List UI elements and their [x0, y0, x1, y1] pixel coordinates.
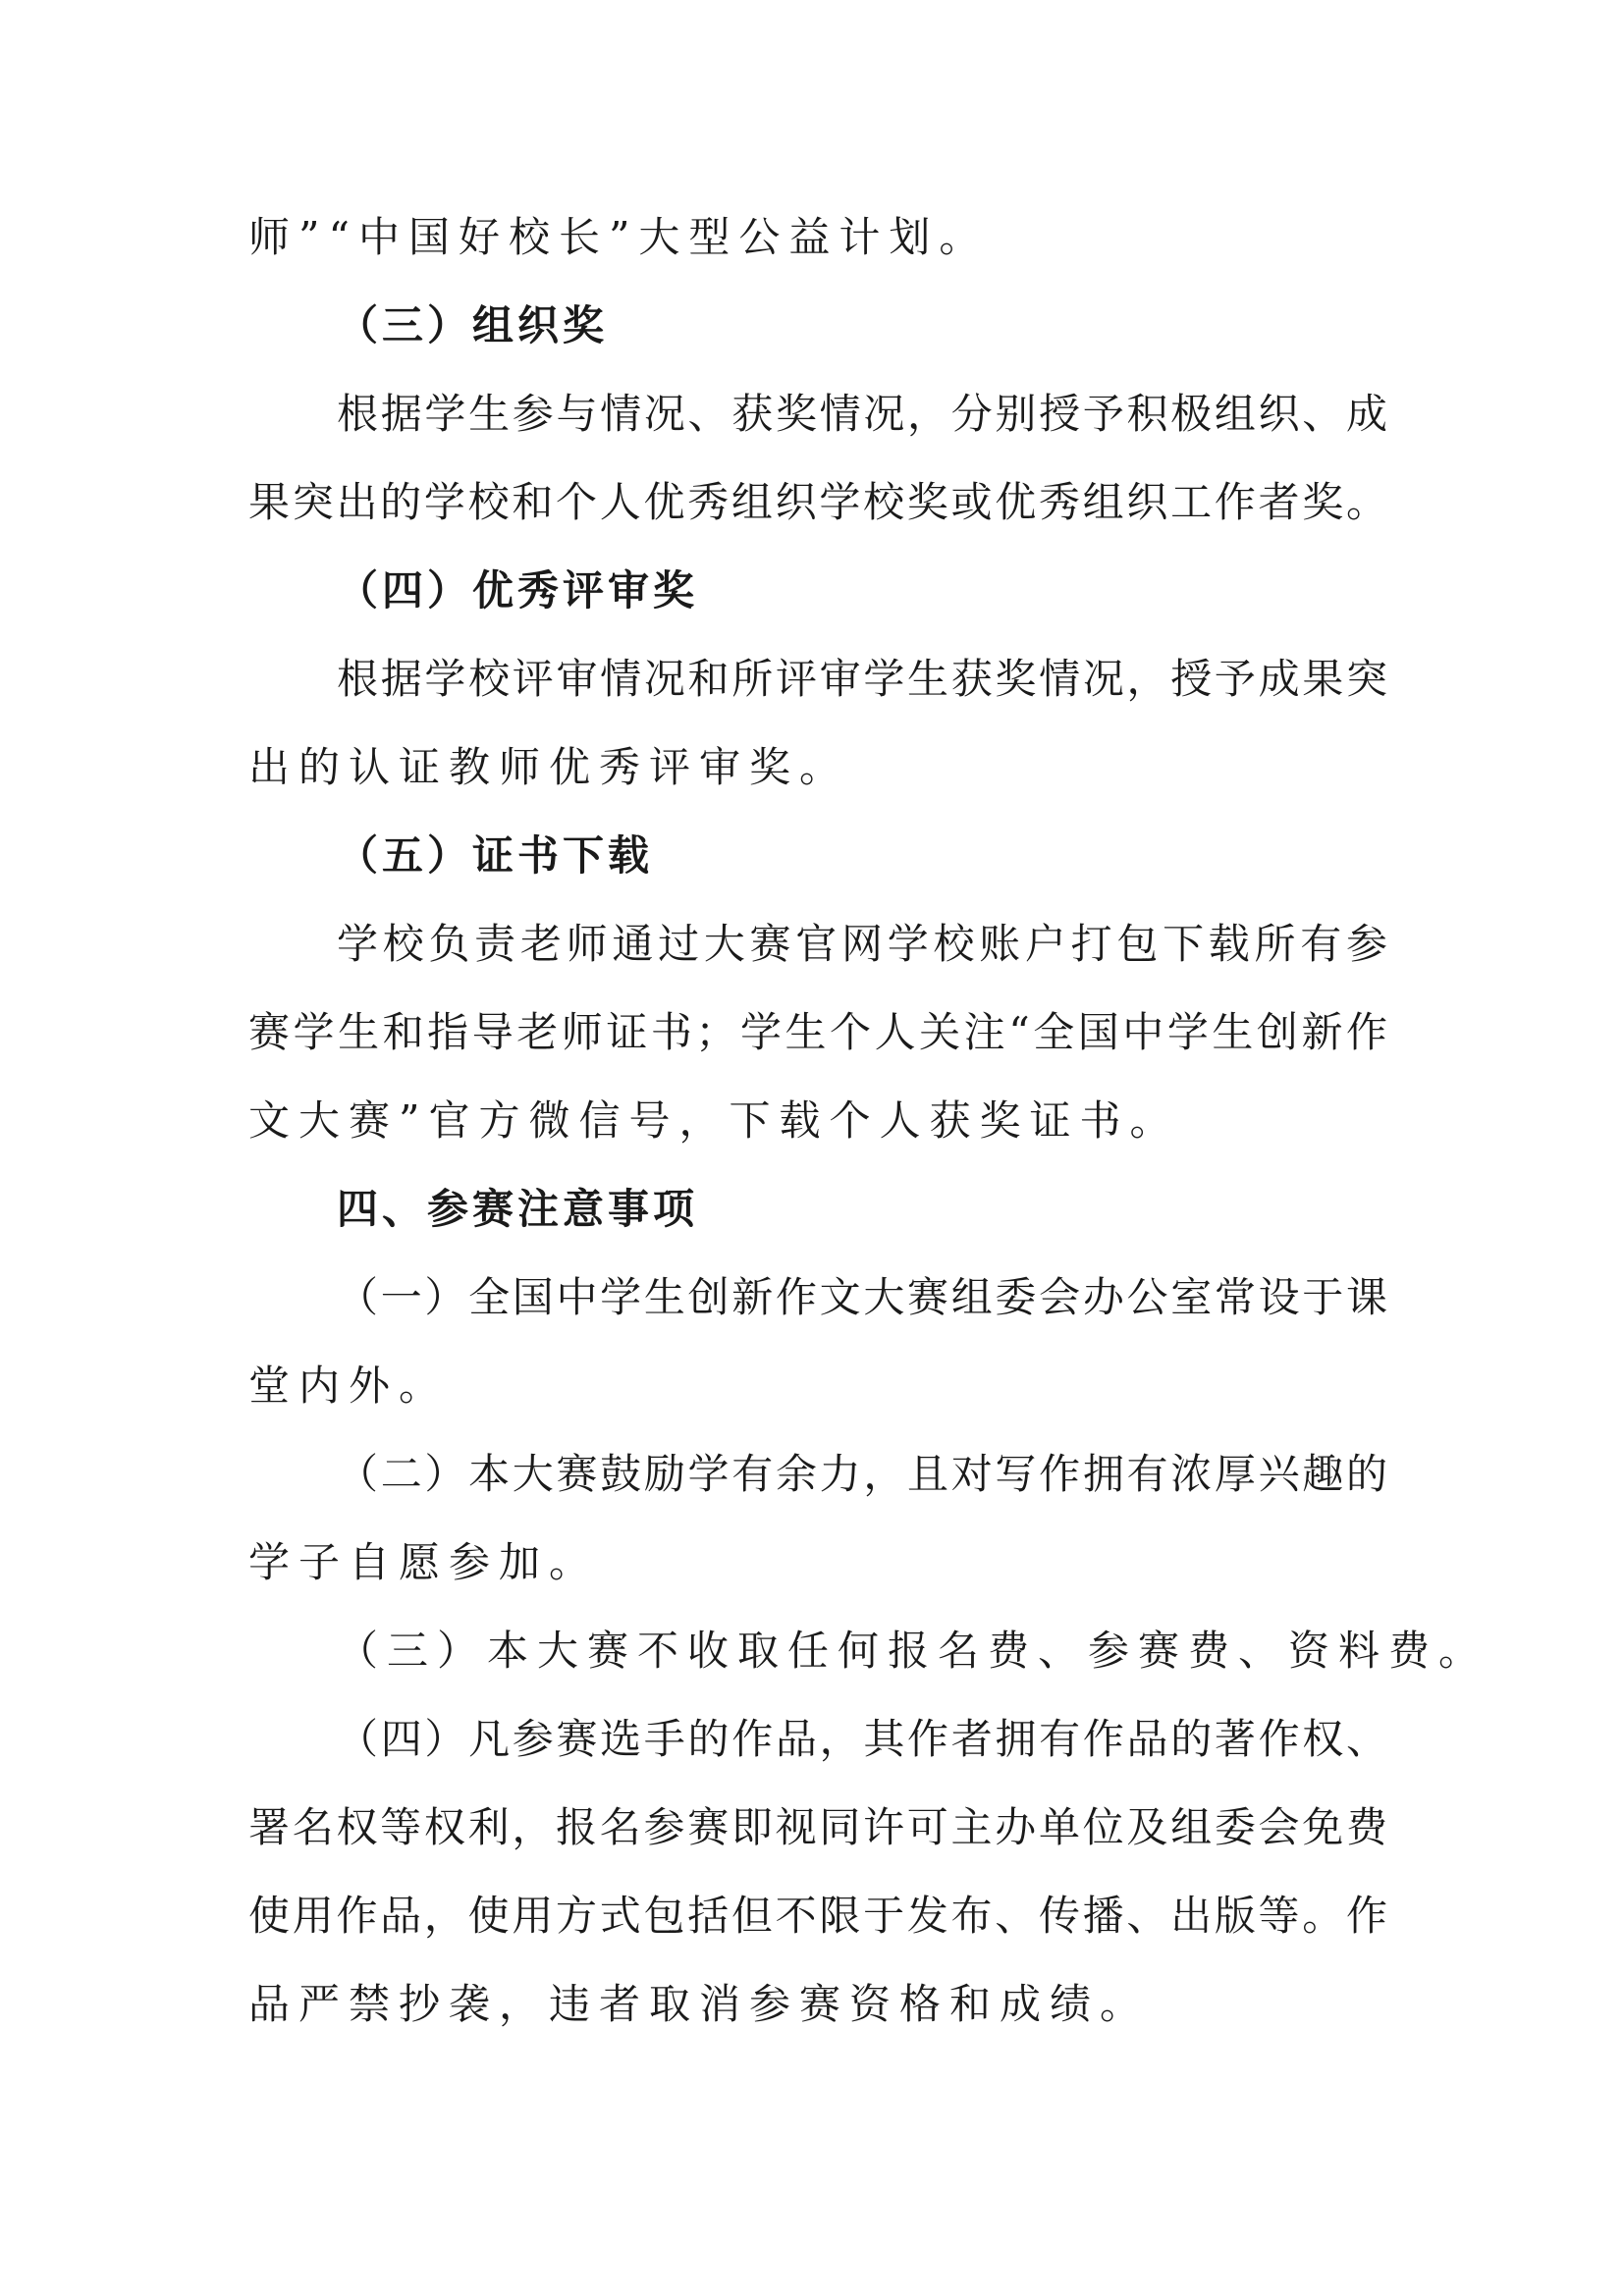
paragraph-line: 堂内外。	[248, 1362, 450, 1410]
paragraph-line: （四）凡参赛选手的作品，其作者拥有作品的著作权、	[337, 1715, 1387, 1763]
paragraph-line: 学子自愿参加。	[248, 1538, 600, 1586]
paragraph-line: 果突出的学校和个人优秀组织学校奖或优秀组织工作者奖。	[248, 478, 1387, 526]
paragraph-line: 学校负责老师通过大赛官网学校账户打包下载所有参	[337, 920, 1387, 968]
paragraph-line: （一）全国中学生创新作文大赛组委会办公室常设于课	[337, 1273, 1387, 1321]
paragraph-line: 赛学生和指导老师证书；学生个人关注“全国中学生创新作	[248, 1008, 1387, 1056]
section-heading-review-award: （四）优秀评审奖	[337, 566, 699, 614]
paragraph-line: 根据学生参与情况、获奖情况，分别授予积极组织、成	[337, 390, 1387, 438]
paragraph-line: （二）本大赛鼓励学有余力，且对写作拥有浓厚兴趣的	[337, 1450, 1387, 1498]
section-heading-notes: 四、参赛注意事项	[337, 1185, 699, 1233]
paragraph-line: 文大赛”官方微信号，下载个人获奖证书。	[248, 1096, 1180, 1145]
paragraph-line: 师”“中国好校长”大型公益计划。	[248, 213, 990, 261]
paragraph-line: 使用作品，使用方式包括但不限于发布、传播、出版等。作	[248, 1892, 1387, 1940]
paragraph-line: 根据学校评审情况和所评审学生获奖情况，授予成果突	[337, 655, 1387, 703]
paragraph-line: （三）本大赛不收取任何报名费、参赛费、资料费。	[337, 1627, 1489, 1675]
section-heading-certificate-download: （五）证书下载	[337, 831, 654, 880]
section-heading-organization-award: （三）组织奖	[337, 301, 609, 349]
paragraph-line: 品严禁抄袭，违者取消参赛资格和成绩。	[248, 1980, 1151, 2028]
paragraph-line: 署名权等权利，报名参赛即视同许可主办单位及组委会免费	[248, 1803, 1387, 1851]
paragraph-line: 出的认证教师优秀评审奖。	[248, 743, 850, 791]
